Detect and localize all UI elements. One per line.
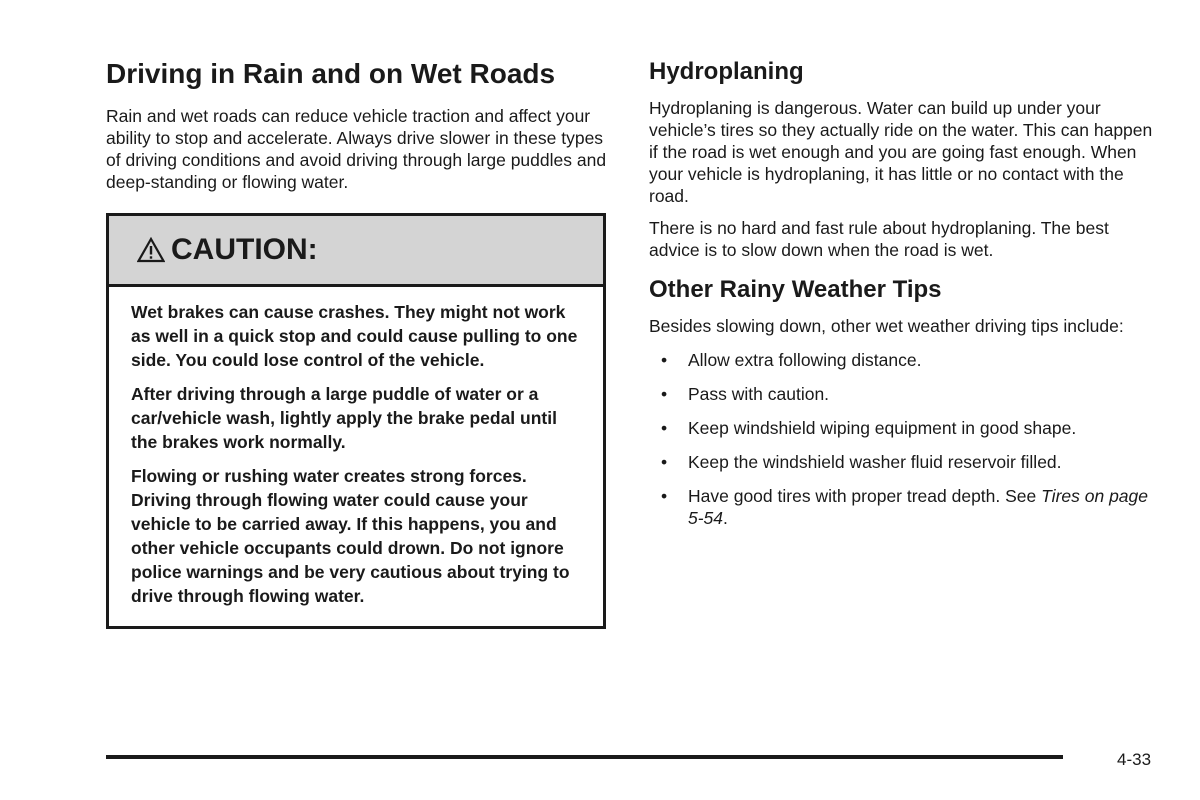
left-column	[106, 57, 612, 629]
list-item: • Keep the windshield washer fluid reservoir filled.	[661, 452, 1062, 472]
page-number: 4-33	[1117, 750, 1152, 769]
caution-heading: CAUTION:	[171, 233, 318, 266]
caution-box	[106, 213, 606, 629]
tips-intro: Besides slowing down, other wet weather driving tips include:	[649, 316, 1124, 336]
caution-body	[109, 287, 603, 626]
list-item: • Have good tires with proper tread depth. See Tires on page 5-54.	[661, 486, 1148, 528]
bullet-icon: •	[661, 350, 668, 370]
footer-rule	[106, 755, 1063, 759]
section-title: Driving in Rain and on Wet Roads	[106, 58, 556, 89]
caution-header	[109, 216, 603, 287]
hydroplaning-paragraph: Hydroplaning is dangerous. Water can build up under your vehicle’s tires so they actually ride on the water. This can happen if the road is wet enough and you are going fast enough. When your vehicle is hydroplaning, it has little or no contact with the road.	[649, 98, 1153, 206]
tips-heading: Other Rainy Weather Tips	[649, 276, 942, 303]
bullet-icon: •	[661, 452, 668, 472]
bullet-icon: •	[661, 418, 668, 438]
caution-paragraph: Wet brakes can cause crashes. They might not work as well in a quick stop and could cause pulling to one side. You could lose control of the vehicle.	[131, 302, 578, 370]
bullet-icon: •	[661, 486, 668, 506]
right-column	[649, 57, 1159, 541]
intro-paragraph: Rain and wet roads can reduce vehicle traction and affect your ability to stop and accelerate. Always drive slower in these types of driving conditions and avoid driving through large puddles and deep-standing or flowing water.	[106, 106, 607, 192]
list-item: • Allow extra following distance.	[661, 350, 922, 370]
caution-paragraph: Flowing or rushing water creates strong forces. Driving through flowing water could cause your vehicle to be carried away. If this happens, you and other vehicle occupants could drown. Do not ignore police warnings and be very cautious about trying to drive through flowing water.	[131, 466, 570, 606]
hydroplaning-heading: Hydroplaning	[649, 58, 804, 85]
bullet-icon: •	[661, 384, 668, 404]
tips-list	[649, 349, 1159, 529]
list-item: • Pass with caution.	[661, 384, 830, 404]
warning-triangle-icon	[137, 237, 165, 263]
list-item: • Keep windshield wiping equipment in good shape.	[661, 418, 1077, 438]
cross-reference-link[interactable]: Tires on page 5-54	[688, 486, 1148, 528]
caution-paragraph: After driving through a large puddle of water or a car/vehicle wash, lightly apply the brake pedal until the brakes work normally.	[131, 384, 557, 452]
hydroplaning-paragraph: There is no hard and fast rule about hydroplaning. The best advice is to slow down when the road is wet.	[649, 218, 1109, 260]
